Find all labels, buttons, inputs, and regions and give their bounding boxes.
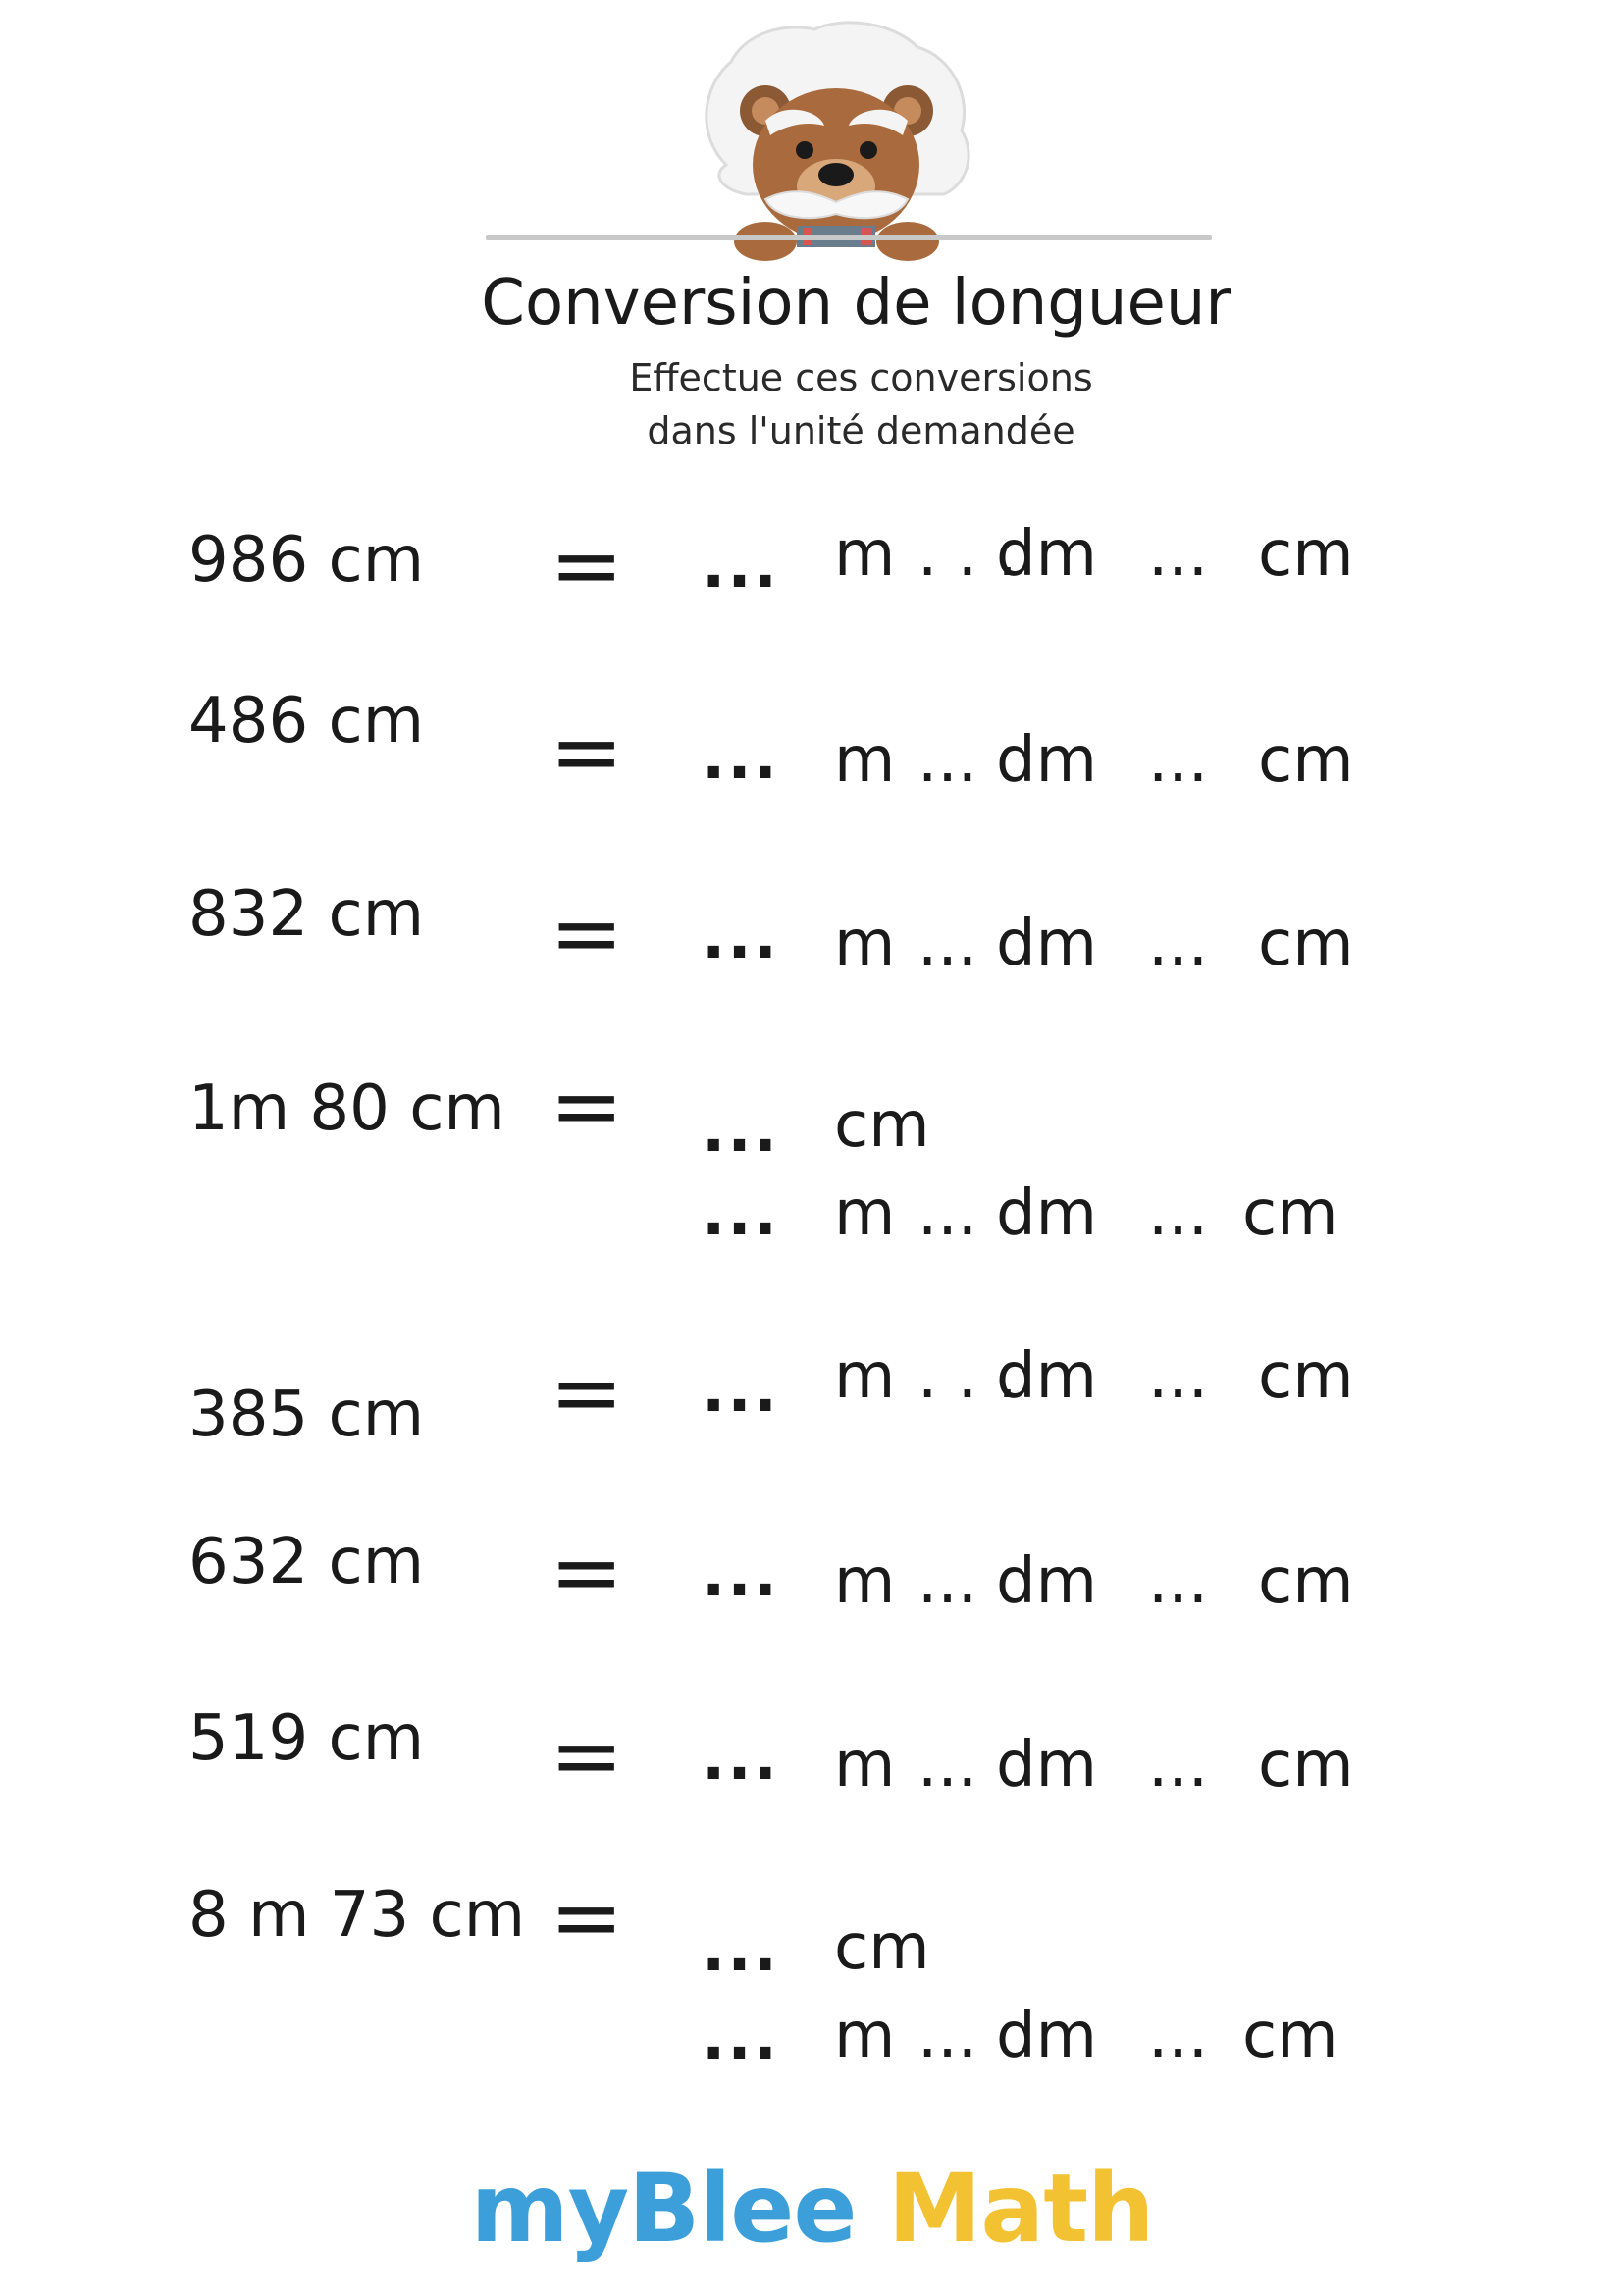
- row-5-prompt: 385 cm: [188, 1379, 425, 1451]
- row-4-unit-dm: dm: [996, 1177, 1097, 1250]
- row-1-equals: =: [550, 514, 624, 617]
- row-3-blank-m: ...: [702, 901, 779, 973]
- row-5-blank-dm: . . .: [917, 1340, 1018, 1413]
- row-3-equals: =: [550, 882, 624, 985]
- row-7-unit-m: m: [834, 1729, 896, 1801]
- row-5-unit-dm: dm: [996, 1340, 1097, 1413]
- row-1-blank-m: ...: [702, 530, 779, 602]
- row-8-unit-m: m: [834, 2000, 896, 2072]
- row-3-blank-cm: ...: [1148, 908, 1209, 980]
- bear-with-white-hair-icon: [687, 18, 991, 263]
- row-5-unit-cm: cm: [1258, 1340, 1354, 1413]
- row-7-prompt: 519 cm: [188, 1702, 425, 1775]
- row-5-blank-m: ...: [702, 1354, 779, 1427]
- row-4-blank-m: ...: [702, 1177, 779, 1250]
- myblee-math-logo: [0, 2154, 1624, 2264]
- row-7-equals: =: [550, 1704, 624, 1807]
- row-1-prompt: 986 cm: [188, 524, 425, 597]
- row-1-unit-cm: cm: [1258, 518, 1354, 591]
- header-divider: [486, 235, 1212, 240]
- logo-part-2: Math: [856, 2154, 1154, 2264]
- row-6-blank-m: ...: [702, 1539, 779, 1611]
- row-6-unit-m: m: [834, 1545, 896, 1618]
- row-2-blank-cm: ...: [1148, 724, 1209, 797]
- row-5-equals: =: [550, 1341, 624, 1444]
- row-1-blank-cm: ...: [1148, 518, 1209, 591]
- row-2-prompt: 486 cm: [188, 685, 425, 757]
- subtitle-line-1: Effectue ces conversions: [629, 356, 1093, 399]
- row-2-blank-m: ...: [702, 721, 779, 794]
- logo-part-1: myBlee: [470, 2154, 857, 2264]
- row-2-unit-dm: dm: [996, 724, 1097, 797]
- row-1-unit-dm: dm: [996, 518, 1097, 591]
- row-4-unit-cm-total: cm: [834, 1089, 930, 1162]
- row-2-unit-cm: cm: [1258, 724, 1354, 797]
- row-3-blank-dm: ...: [917, 908, 978, 980]
- row-2-blank-dm: ...: [917, 724, 978, 797]
- row-3-unit-cm: cm: [1258, 908, 1354, 980]
- row-4-unit-m: m: [834, 1177, 896, 1250]
- row-8-blank-dm: ...: [917, 2000, 978, 2072]
- subtitle-line-2: dans l'unité demandée: [647, 409, 1075, 452]
- row-7-unit-dm: dm: [996, 1729, 1097, 1801]
- row-8-blank-m: ...: [702, 2002, 779, 2074]
- row-6-unit-dm: dm: [996, 1545, 1097, 1618]
- row-6-blank-dm: ...: [917, 1545, 978, 1618]
- row-1-unit-m: m: [834, 518, 896, 591]
- row-6-unit-cm: cm: [1258, 1545, 1354, 1618]
- row-4-blank-cm: ...: [1148, 1177, 1209, 1250]
- row-4-blank-cm-total: ...: [702, 1094, 779, 1167]
- row-4-blank-dm: ...: [917, 1177, 978, 1250]
- row-5-unit-m: m: [834, 1340, 896, 1413]
- row-6-blank-cm: ...: [1148, 1545, 1209, 1618]
- row-5-blank-cm: ...: [1148, 1340, 1209, 1413]
- row-6-equals: =: [550, 1521, 624, 1624]
- row-2-equals: =: [550, 701, 624, 804]
- row-8-blank-cm-total: ...: [702, 1913, 779, 1986]
- row-8-unit-dm: dm: [996, 2000, 1097, 2072]
- row-7-blank-cm: ...: [1148, 1729, 1209, 1801]
- row-8-unit-cm-total: cm: [834, 1911, 930, 1984]
- row-8-prompt: 8 m 73 cm: [188, 1879, 526, 1952]
- page-title: Conversion de longueur: [481, 267, 1231, 339]
- row-7-blank-m: ...: [702, 1722, 779, 1795]
- row-6-prompt: 632 cm: [188, 1526, 425, 1598]
- row-1-blank-dm: . . .: [917, 518, 1018, 591]
- row-8-blank-cm: ...: [1148, 2000, 1209, 2072]
- row-4-equals: =: [550, 1055, 624, 1158]
- row-3-unit-dm: dm: [996, 908, 1097, 980]
- row-8-unit-cm: cm: [1242, 2000, 1338, 2072]
- row-7-blank-dm: ...: [917, 1729, 978, 1801]
- row-4-prompt: 1m 80 cm: [188, 1072, 505, 1145]
- row-3-unit-m: m: [834, 908, 896, 980]
- row-8-equals: =: [550, 1866, 624, 1969]
- row-3-prompt: 832 cm: [188, 878, 425, 951]
- row-7-unit-cm: cm: [1258, 1729, 1354, 1801]
- row-2-unit-m: m: [834, 724, 896, 797]
- row-4-unit-cm: cm: [1242, 1177, 1338, 1250]
